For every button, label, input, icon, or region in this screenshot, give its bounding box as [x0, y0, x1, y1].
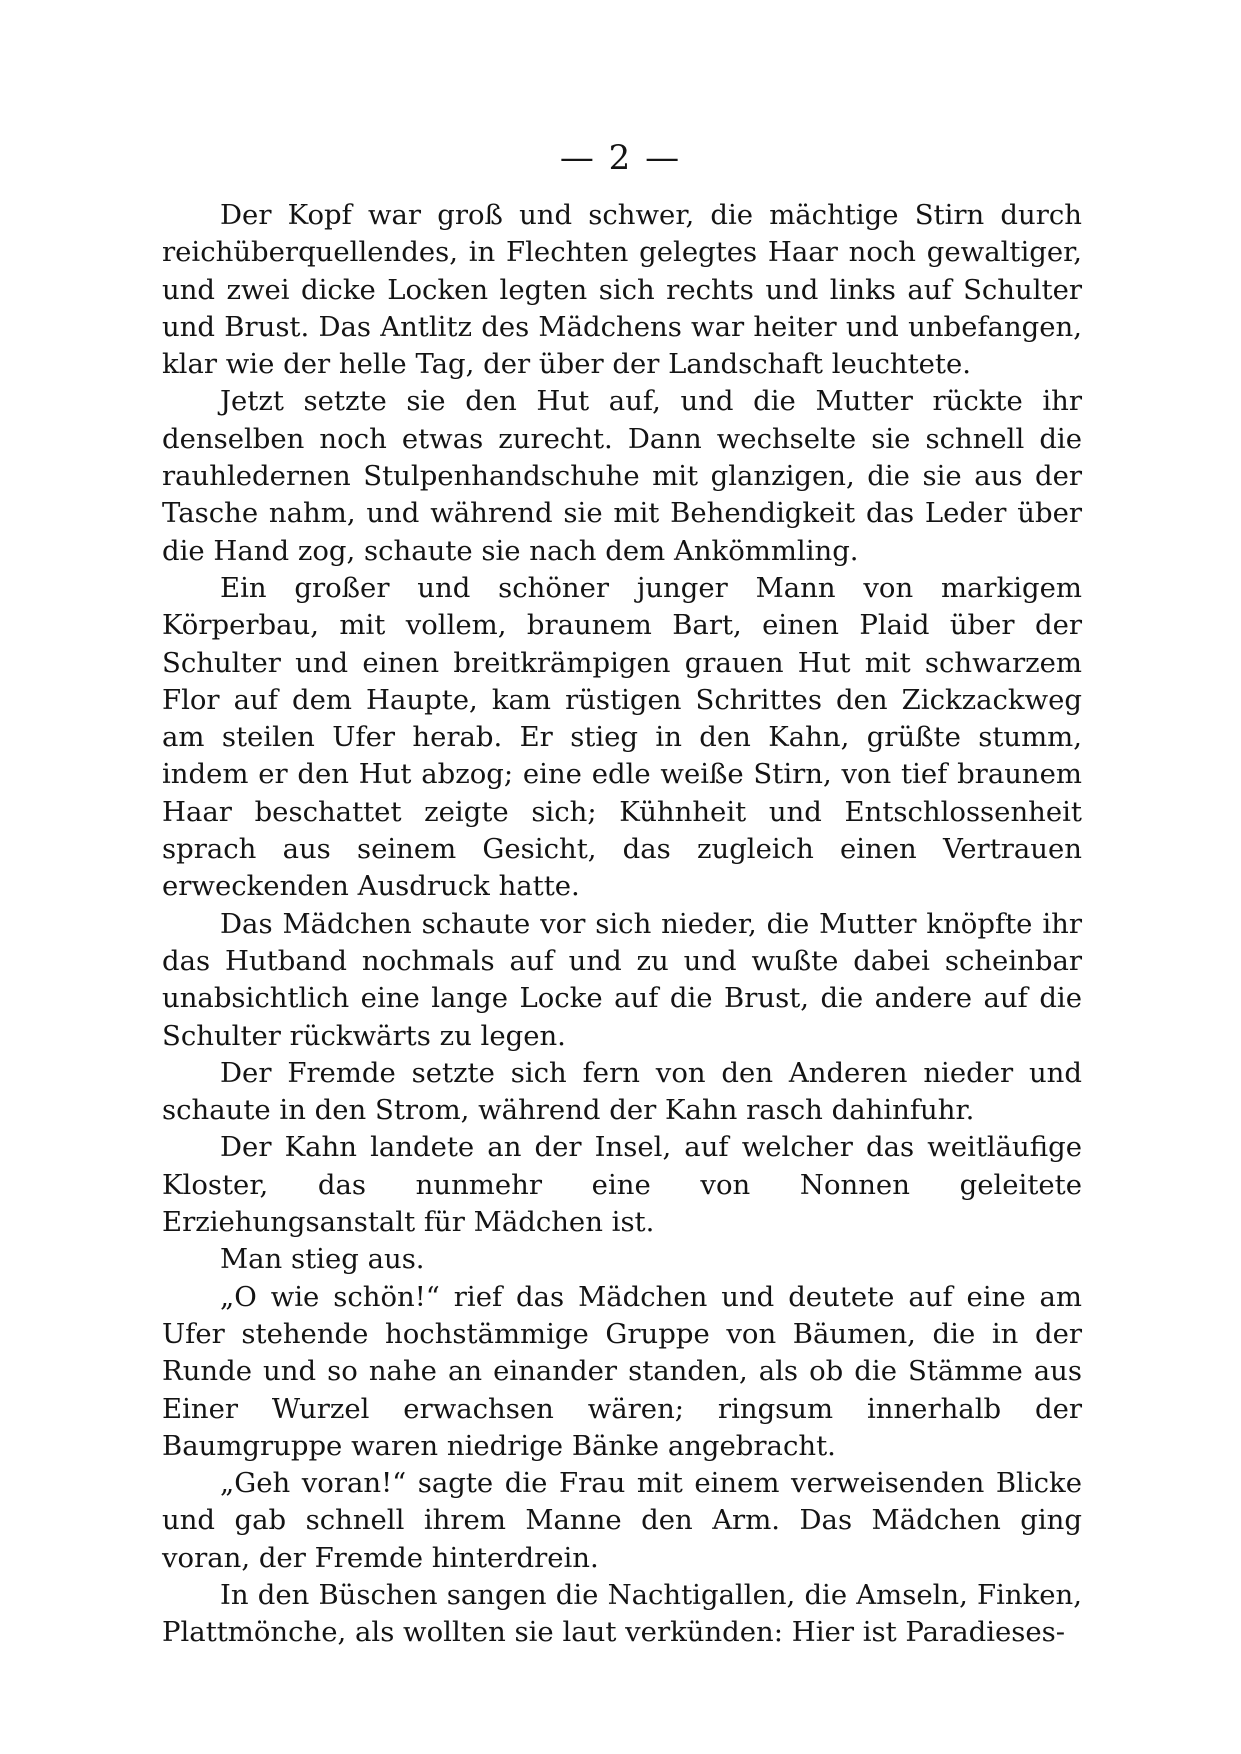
paragraph-7: Man stieg aus. — [220, 1243, 425, 1276]
paragraph-8: „O wie schön!“ rief das Mädchen und deutete auf eine am Ufer stehende hochstämmige Gruppe von Bäumen, die in der Runde und so nahe an einander standen, als ob die Stämme aus Einer Wurzel erwachsen wären; ringsum innerhalb der Baumgruppe waren niedrige Bänke angebracht. — [162, 1280, 1082, 1462]
body-text — [162, 197, 1082, 1652]
paragraph-4: Das Mädchen schaute vor sich nieder, die Mutter knöpfte ihr das Hutband nochmals auf und zu und wußte dabei scheinbar unabsichtlich eine lange Locke auf die Brust, die andere auf die Schulter rückwärts zu legen. — [162, 907, 1082, 1052]
paragraph-3: Ein großer und schöner junger Mann von markigem Körperbau, mit vollem, braunem Bart, einen Plaid über der Schulter und einen breitkrämpigen grauen Hut mit schwarzem Flor auf dem Haupte, kam rüstigen Schrittes den Zickzackweg am steilen Ufer herab. Er stieg in den Kahn, grüßte stumm, indem er den Hut abzog; eine edle weiße Stirn, von tief braunem Haar beschattet zeigte sich; Kühnheit und Entschlossenheit sprach aus seinem Gesicht, das zugleich einen Vertrauen erweckenden Ausdruck hatte. — [162, 571, 1082, 903]
paragraph-2: Jetzt setzte sie den Hut auf, und die Mutter rückte ihr denselben noch etwas zurecht. Dann wechselte sie schnell die rauhledernen Stulpenhandschuhe mit glanzigen, die sie aus der Tasche nahm, und während sie mit Behendigkeit das Leder über die Hand zog, schaute sie nach dem Ankömmling. — [162, 385, 1082, 567]
page-number: — 2 — — [559, 138, 682, 178]
paragraph-10: In den Büschen sangen die Nachtigallen, die Amseln, Finken, Plattmönche, als wollten sie laut verkünden: Hier ist Paradieses- — [162, 1578, 1082, 1649]
paragraph-9: „Geh voran!“ sagte die Frau mit einem verweisenden Blicke und gab schnell ihrem Manne den Arm. Das Mädchen ging voran, der Fremde hinterdrein. — [162, 1467, 1082, 1574]
paragraph-1: Der Kopf war groß und schwer, die mächtige Stirn durch reichüberquellendes, in Flechten gelegtes Haar noch gewaltiger, und zwei dicke Locken legten sich rechts und links auf Schulter und Brust. Das Antlitz des Mädchens war heiter und unbefangen, klar wie der helle Tag, der über der Landschaft leuchtete. — [162, 199, 1082, 381]
paragraph-6: Der Kahn landete an der Insel, auf welcher das weitläufige Kloster, das nunmehr eine von Nonnen geleitete Erziehungsanstalt für Mädchen ist. — [162, 1131, 1082, 1239]
paragraph-5: Der Fremde setzte sich fern von den Anderen nieder und schaute in den Strom, während der Kahn rasch dahinfuhr. — [162, 1056, 1082, 1127]
